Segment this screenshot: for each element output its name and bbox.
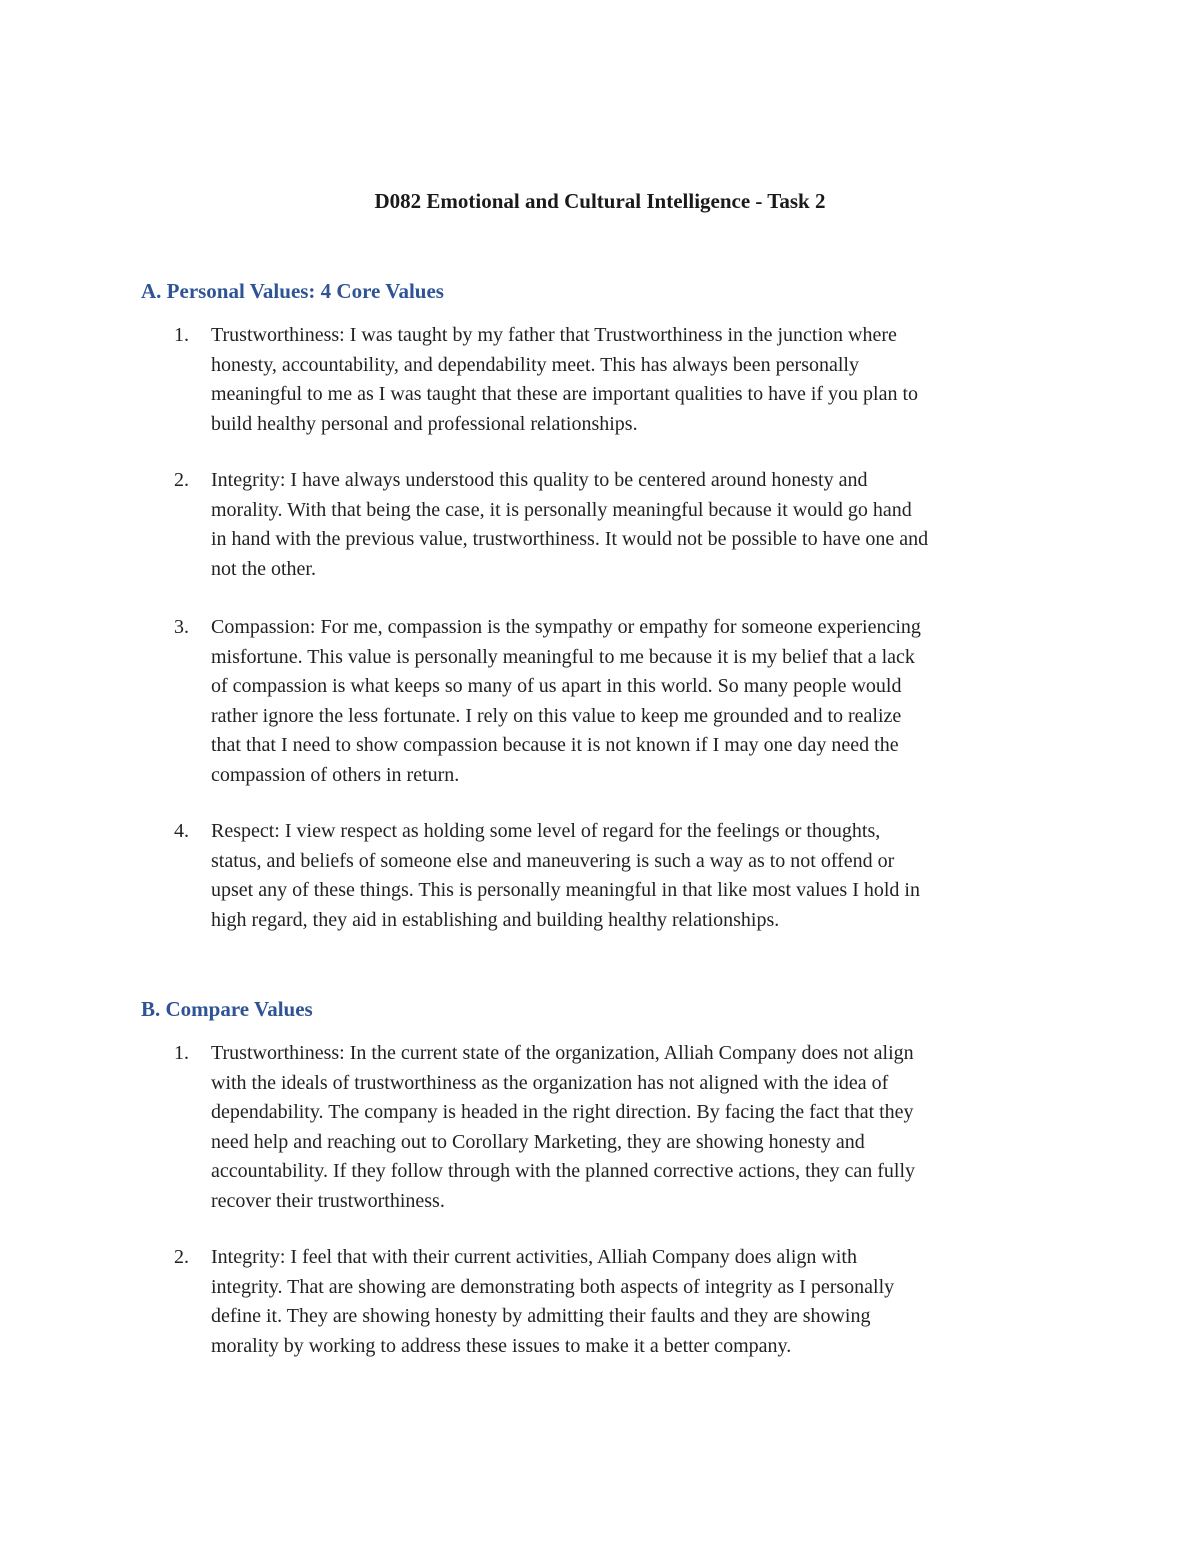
list-item-number: 4. <box>174 820 189 842</box>
list-item-number: 2. <box>174 1246 189 1268</box>
list-item-number: 3. <box>174 616 189 638</box>
section-a-heading: A. Personal Values: 4 Core Values <box>141 279 444 303</box>
list-item-text: Trustworthiness: In the current state of the organization, Alliah Company does not align with the ideals of trustworthiness as the organization has not aligned with the idea of dependability. The company is headed in the right direction. By facing the fact that they need help and reaching out to Corollary Marketing, they are showing honesty and accountability. If they follow through with the planned corrective actions, they can fully recover their trustworthiness. <box>211 1042 916 1212</box>
document-title: D082 Emotional and Cultural Intelligence - Task 2 <box>374 189 826 213</box>
list-item-text: Compassion: For me, compassion is the sympathy or empathy for someone experiencing misfortune. This value is personally meaningful to me because it is my belief that a lack of compassion is what keeps so many of us apart in this world. So many people would rather ignore the less fortunate. I rely on this value to keep me grounded and to realize that that I need to show compassion because it is not known if I may one day need the compassion of others in return. <box>211 616 921 786</box>
list-item-number: 1. <box>174 1042 189 1064</box>
list-item-text: Trustworthiness: I was taught by my father that Trustworthiness in the junction where honesty, accountability, and dependability meet. This has always been personally meaningful to me as I was taught that these are important qualities to have if you plan to build healthy personal and professional relationships. <box>211 324 919 435</box>
section-b-heading: B. Compare Values <box>141 997 313 1021</box>
list-item-text: Integrity: I feel that with their current activities, Alliah Company does align with integrity. That are showing are demonstrating both aspects of integrity as I personally define it. They are showing honesty by admitting their faults and they are showing morality by working to address these issues to make it a better company. <box>211 1246 895 1357</box>
list-item-text: Integrity: I have always understood this quality to be centered around honesty and morality. With that being the case, it is personally meaningful because it would go hand in hand with the previous value, trustworthiness. It would not be possible to have one and not the other. <box>211 469 929 580</box>
list-item-number: 1. <box>174 324 189 346</box>
list-item-number: 2. <box>174 469 189 491</box>
list-item-text: Respect: I view respect as holding some level of regard for the feelings or thoughts, status, and beliefs of someone else and maneuvering is such a way as to not offend or upset any of these things. This is personally meaningful in that like most values I hold in high regard, they aid in establishing and building healthy relationships. <box>211 820 920 931</box>
